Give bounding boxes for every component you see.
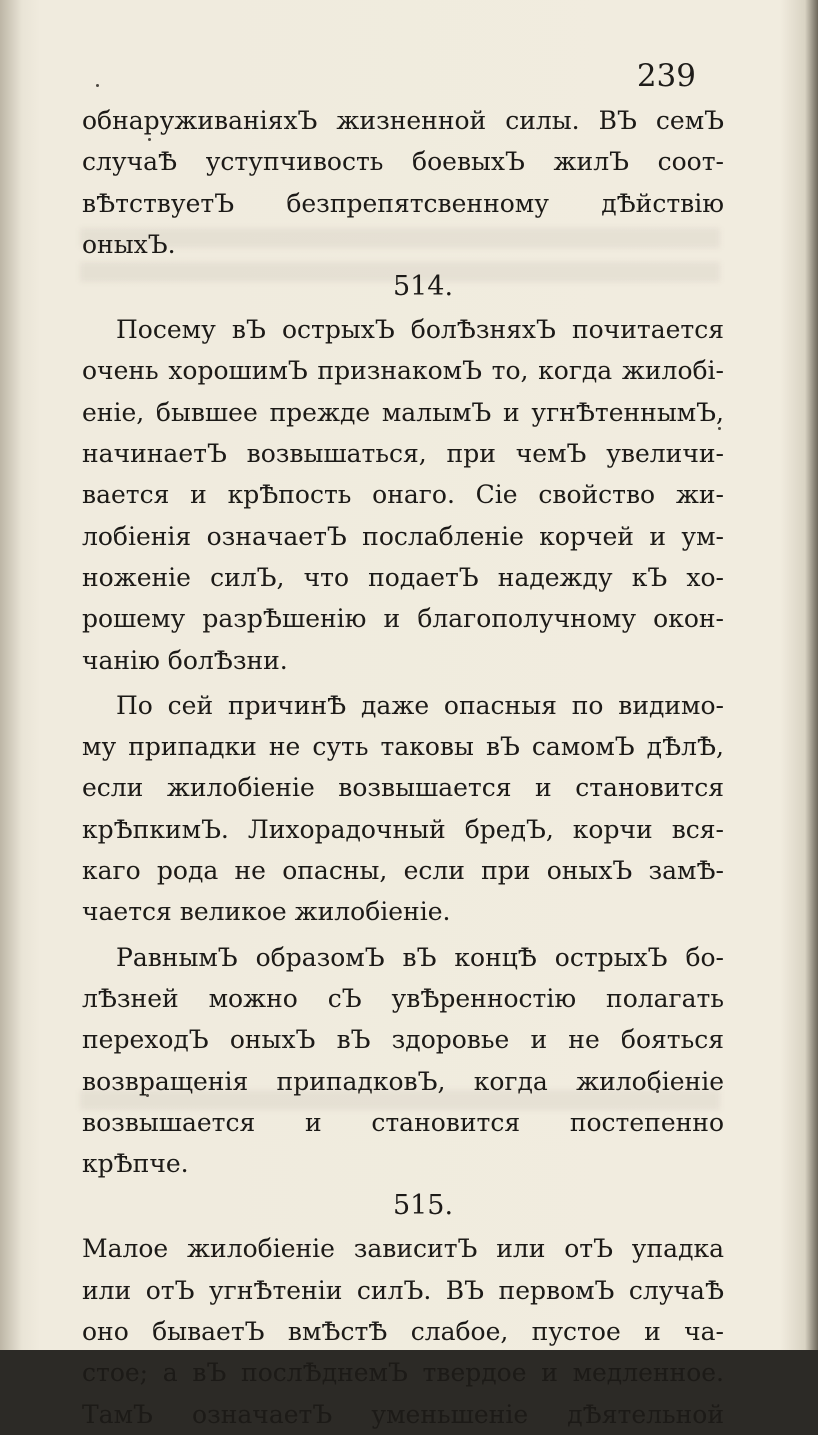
paragraph-intro	[82, 100, 724, 265]
text-line: РавнымЪ образомЪ вЪ концѢ острыхЪ бо-	[116, 942, 724, 972]
text-line: возвышается и становится постепенно	[82, 1107, 724, 1137]
text-line: ноженіе силЪ, что подаетЪ надежду кЪ хо-	[82, 562, 724, 592]
text-line: му припадки не суть таковы вЪ самомЪ дѢлѢ,	[82, 732, 724, 762]
text-line: лѢзней можно сЪ увѢренностію полагать	[82, 983, 724, 1013]
text-line: или отЪ угнѢтеніи силЪ. ВЪ первомЪ случаѢ	[82, 1275, 724, 1305]
text-line: оно бываетЪ вмѢстѢ слабое, пустое и ча-	[82, 1317, 724, 1347]
paragraph-514-1	[82, 309, 724, 681]
text-line: По сей причинѢ даже опасныя по видимо-	[116, 690, 724, 720]
text-line: крѢпкимЪ. Лихорадочный бредЪ, корчи вся-	[82, 814, 724, 844]
text-line: Малое жилобіеніе зависитЪ или отЪ упадка	[82, 1234, 724, 1264]
text-line: очень хорошимЪ признакомЪ то, когда жилобі-	[82, 356, 724, 386]
text-line: оныхЪ.	[82, 229, 176, 259]
text-line: ТамЪ означаетЪ уменьшеніе дѢятельной	[82, 1399, 724, 1429]
text-line: вается и крѢпость онаго. Сіе свойство жи-	[82, 480, 724, 510]
text-line: чается великое жилобіеніе.	[82, 897, 451, 927]
text-line: Посему вЪ острыхЪ болѢзняхЪ почитается	[116, 315, 724, 345]
text-line: лобіенія означаетЪ послабленіе корчей и ум-	[82, 521, 724, 551]
text-line: если жилобіеніе возвышается и становится	[82, 773, 724, 803]
text-line: возвращенія припадковЪ, когда жилобіеніе	[82, 1066, 724, 1096]
text-line: крѢпче.	[82, 1149, 189, 1179]
text-line: еніе, бывшее прежде малымЪ и угнѢтеннымЪ,	[82, 397, 724, 427]
text-line: начинаетЪ возвышаться, при чемЪ увеличи-	[82, 439, 724, 469]
text-line: вѢтствуетЪ безпрепятсвенному дѢйствію	[82, 188, 724, 218]
text-line: обнаруживаніяхЪ жизненной силы. ВЪ семЪ	[82, 106, 724, 135]
text-line: рошему разрѢшенію и благополучному окон-	[82, 604, 724, 634]
section-number-514: 514.	[392, 271, 454, 303]
text-line: каго рода не опасны, если при оныхЪ замѢ-	[82, 856, 724, 886]
text-line: стое; а вЪ послѢднемЪ твердое и медленное.	[82, 1358, 724, 1388]
text-line: чанію болѢзни.	[82, 645, 288, 675]
page-text	[82, 100, 724, 1435]
page-number: 239	[636, 58, 696, 94]
paper-speck	[96, 84, 99, 87]
text-line: переходЪ оныхЪ вЪ здоровье и не бояться	[82, 1025, 724, 1055]
text-line: случаѢ уступчивость боевыхЪ жилЪ соот-	[82, 147, 724, 177]
paragraph-515-1	[82, 1228, 724, 1434]
paragraph-514-3	[82, 937, 724, 1185]
paragraph-514-2	[82, 685, 724, 933]
section-number-515: 515.	[392, 1190, 454, 1222]
